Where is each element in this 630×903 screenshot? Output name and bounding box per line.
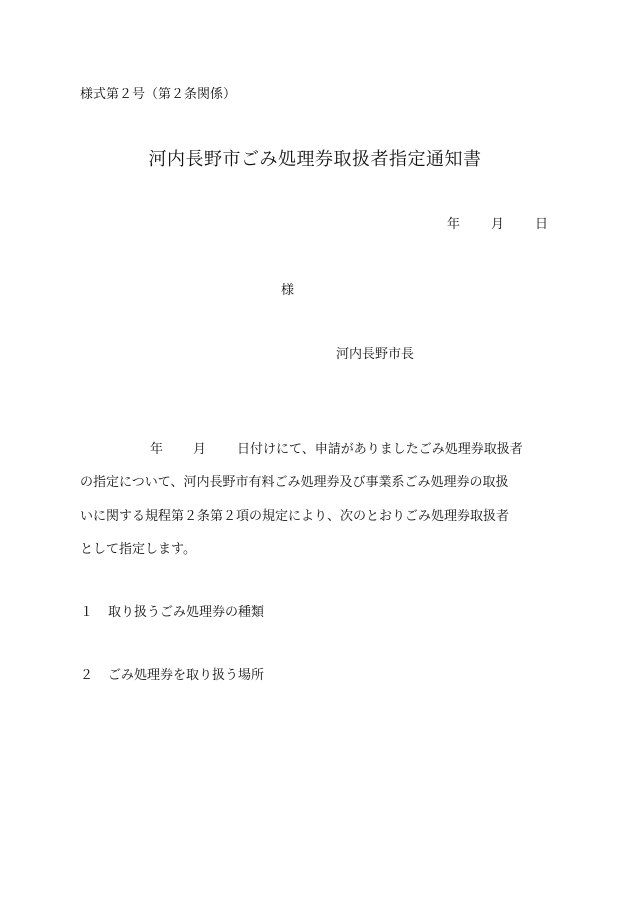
date-month-label: 月 — [490, 217, 504, 232]
form-number: 様式第２号（第２条関係） — [80, 87, 237, 102]
body-line-1 — [70, 441, 523, 459]
date-day-label: 日 — [534, 217, 548, 232]
item-text: 取り扱うごみ処理券の種類 — [108, 605, 265, 620]
item-text: ごみ処理券を取り扱う場所 — [108, 668, 265, 683]
addressee-suffix: 様 — [281, 283, 295, 298]
body-line-1-text: 日付けにて、申請がありましたごみ処理券取扱者 — [237, 442, 523, 457]
body-line-3: いに関する規程第２条第２項の規定により、次のとおりごみ処理券取扱者 — [80, 509, 510, 524]
document-title: 河内長野市ごみ処理券取扱者指定通知書 — [148, 149, 482, 170]
list-item — [80, 667, 264, 685]
item-number: １ — [80, 605, 94, 620]
list-item — [80, 604, 264, 622]
item-number: ２ — [80, 668, 94, 683]
body-month-label: 月 — [193, 442, 207, 457]
date-year-label: 年 — [446, 217, 460, 232]
body-year-label: 年 — [150, 442, 164, 457]
body-line-2: の指定について、河内長野市有料ごみ処理券及び事業系ごみ処理券の取扱 — [80, 475, 509, 490]
body-line-4: として指定します。 — [80, 542, 196, 557]
issuer-name: 河内長野市長 — [336, 347, 415, 362]
